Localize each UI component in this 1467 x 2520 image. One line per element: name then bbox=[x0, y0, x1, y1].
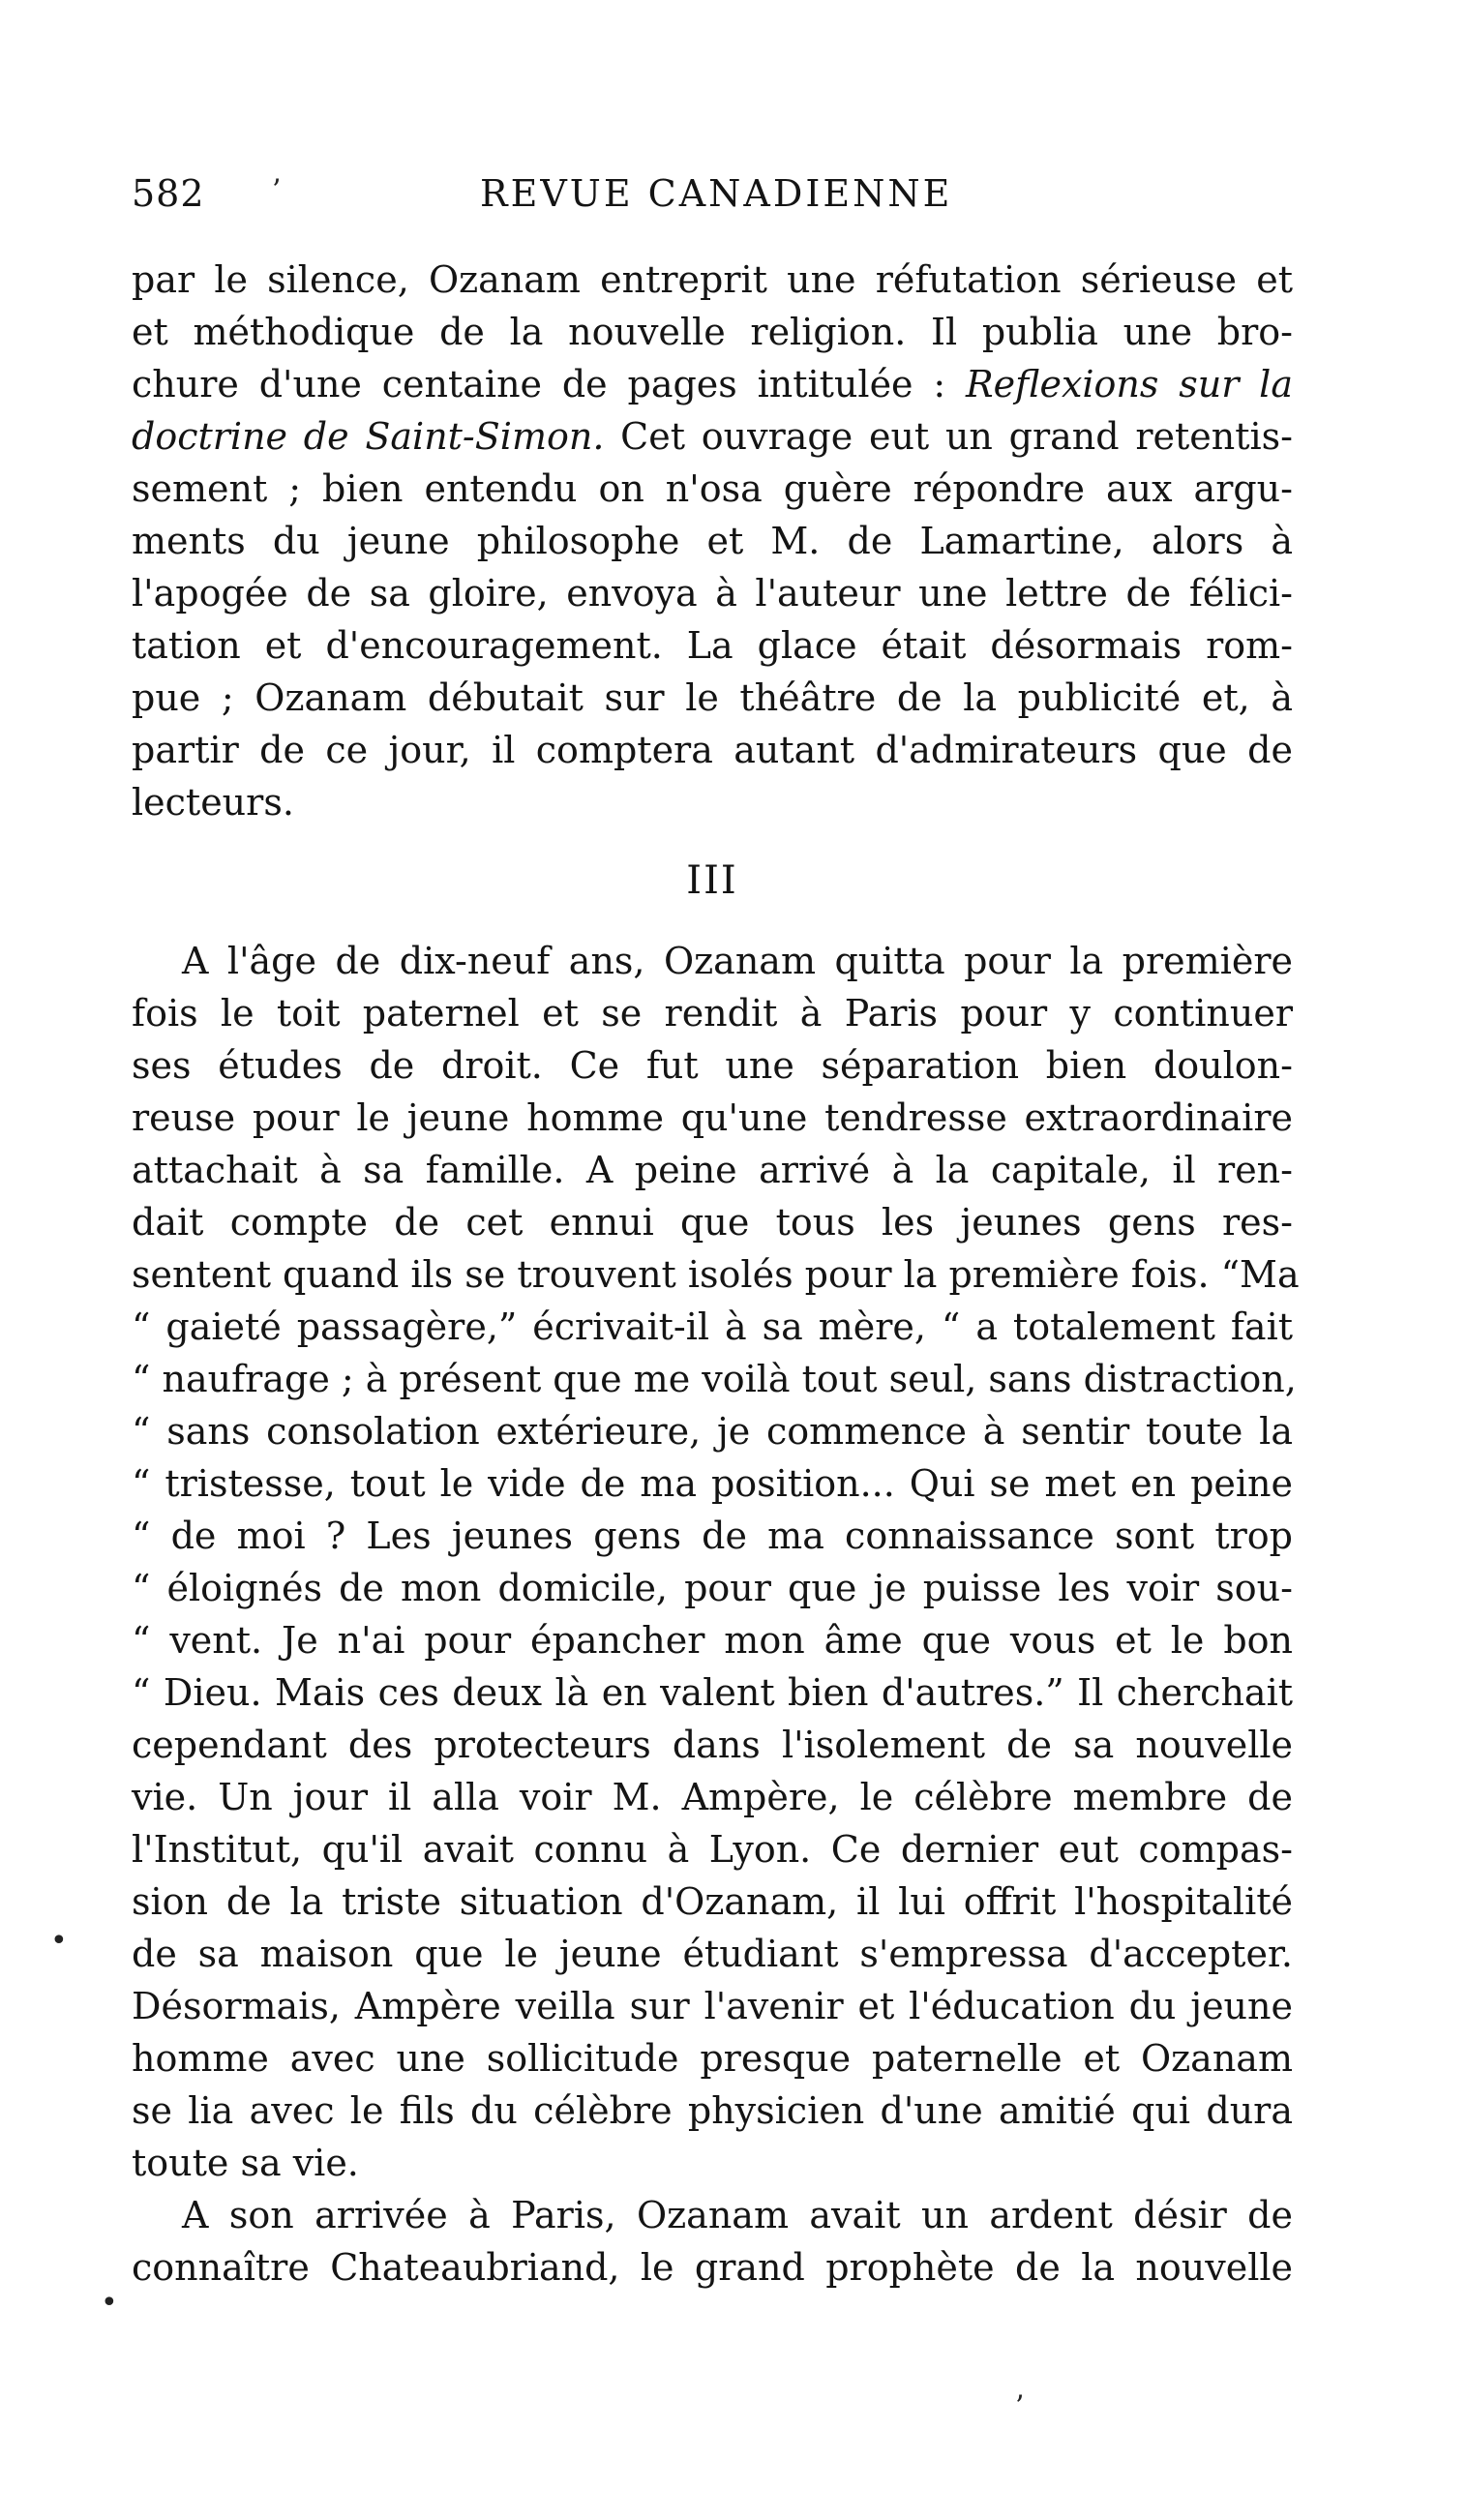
text-line: par le silence, Ozanam entreprit une réfutation sérieuse et bbox=[132, 258, 1293, 301]
running-title: REVUE CANADIENNE bbox=[480, 172, 953, 215]
text-line: lecteurs. bbox=[132, 781, 294, 824]
text-line: sement ; bien entendu on n'osa guère répondre aux argu- bbox=[132, 467, 1293, 510]
text-line: et méthodique de la nouvelle religion. Il publia une bro- bbox=[132, 311, 1293, 353]
margin-mark-bottom: ʼ bbox=[1014, 2390, 1024, 2424]
section-heading: III bbox=[686, 858, 738, 903]
text-line: l'apogée de sa gloire, envoya à l'auteur une lettre de félici- bbox=[132, 572, 1293, 615]
text-line: de sa maison que le jeune étudiant s'empressa d'accepter. bbox=[132, 1933, 1293, 1975]
text-line: sentent quand ils se trouvent isolés pour la première fois. “Ma bbox=[132, 1253, 1300, 1296]
text-line: attachait à sa famille. A peine arrivé à la capitale, il ren- bbox=[132, 1149, 1293, 1191]
text-line: l'Institut, qu'il avait connu à Lyon. Ce dernier eut compas- bbox=[132, 1828, 1293, 1871]
text-line: ments du jeune philosophe et M. de Lamartine, alors à bbox=[132, 520, 1293, 562]
italic-title: doctrine de Saint-Simon. bbox=[132, 415, 605, 458]
text-line-part: chure d'une centaine de pages intitulée : bbox=[132, 363, 946, 405]
text-line: homme avec une sollicitude presque paternelle et Ozanam bbox=[132, 2037, 1293, 2080]
paragraph-1 bbox=[132, 254, 1293, 828]
text-line: pue ; Ozanam débutait sur le théâtre de la publicité et, à bbox=[132, 676, 1293, 719]
page-number: 582 bbox=[132, 172, 205, 215]
text-line: “ gaieté passagère,” écrivait-il à sa mère, “ a totalement fait bbox=[132, 1305, 1293, 1348]
text-line: sion de la triste situation d'Ozanam, il lui offrit l'hospitalité bbox=[132, 1880, 1293, 1923]
italic-title: Reflexions sur la bbox=[966, 363, 1293, 405]
text-line: “ vent. Je n'ai pour épancher mon âme que vous et le bon bbox=[132, 1619, 1293, 1662]
text-line: vie. Un jour il alla voir M. Ampère, le célèbre membre de bbox=[132, 1776, 1293, 1818]
text-line: “ sans consolation extérieure, je commence à sentir toute la bbox=[132, 1410, 1293, 1453]
text-line: cependant des protecteurs dans l'isolement de sa nouvelle bbox=[132, 1724, 1293, 1766]
paragraph-3 bbox=[132, 2189, 1293, 2294]
text-line-part: Cet ouvrage eut un grand retentis- bbox=[604, 415, 1293, 458]
text-line: ses études de droit. Ce fut une séparation bien doulon- bbox=[132, 1044, 1293, 1087]
text-line: “ tristesse, tout le vide de ma position... Qui se met en peine bbox=[132, 1462, 1293, 1505]
paragraph-2 bbox=[132, 935, 1300, 2189]
text-line: se lia avec le fils du célèbre physicien d'une amitié qui dura bbox=[132, 2089, 1293, 2132]
text-line bbox=[132, 358, 1293, 410]
text-line: “ éloignés de mon domicile, pour que je puisse les voir sou- bbox=[132, 1567, 1293, 1609]
text-line: connaître Chateaubriand, le grand prophète de la nouvelle bbox=[132, 2246, 1293, 2289]
body-text bbox=[132, 254, 1300, 2294]
text-line: tation et d'encouragement. La glace était désormais rom- bbox=[132, 624, 1293, 667]
text-line: “ de moi ? Les jeunes gens de ma connaissance sont trop bbox=[132, 1515, 1293, 1557]
text-line: “ Dieu. Mais ces deux là en valent bien d'autres.” Il cherchait bbox=[132, 1671, 1293, 1714]
text-line: A son arrivée à Paris, Ozanam avait un ardent désir de bbox=[182, 2194, 1293, 2236]
margin-mark-left: • bbox=[50, 1924, 68, 1958]
text-line: fois le toit paternel et se rendit à Paris pour y continuer bbox=[132, 992, 1293, 1035]
text-line: Désormais, Ampère veilla sur l'avenir et l'éducation du jeune bbox=[132, 1985, 1293, 2027]
text-line bbox=[132, 410, 1293, 463]
text-line: reuse pour le jeune homme qu'une tendresse extraordinaire bbox=[132, 1096, 1293, 1139]
text-line: “ naufrage ; à présent que me voilà tout seul, sans distraction, bbox=[132, 1358, 1297, 1400]
margin-mark-left: • bbox=[101, 2286, 118, 2320]
text-line: toute sa vie. bbox=[132, 2142, 359, 2184]
page-header bbox=[132, 172, 1293, 230]
text-line: A l'âge de dix-neuf ans, Ozanam quitta pour la première bbox=[182, 940, 1293, 982]
margin-mark-top: ʼ bbox=[271, 174, 281, 208]
text-line: dait compte de cet ennui que tous les jeunes gens res- bbox=[132, 1201, 1293, 1244]
text-line: partir de ce jour, il comptera autant d'admirateurs que de bbox=[132, 729, 1293, 771]
